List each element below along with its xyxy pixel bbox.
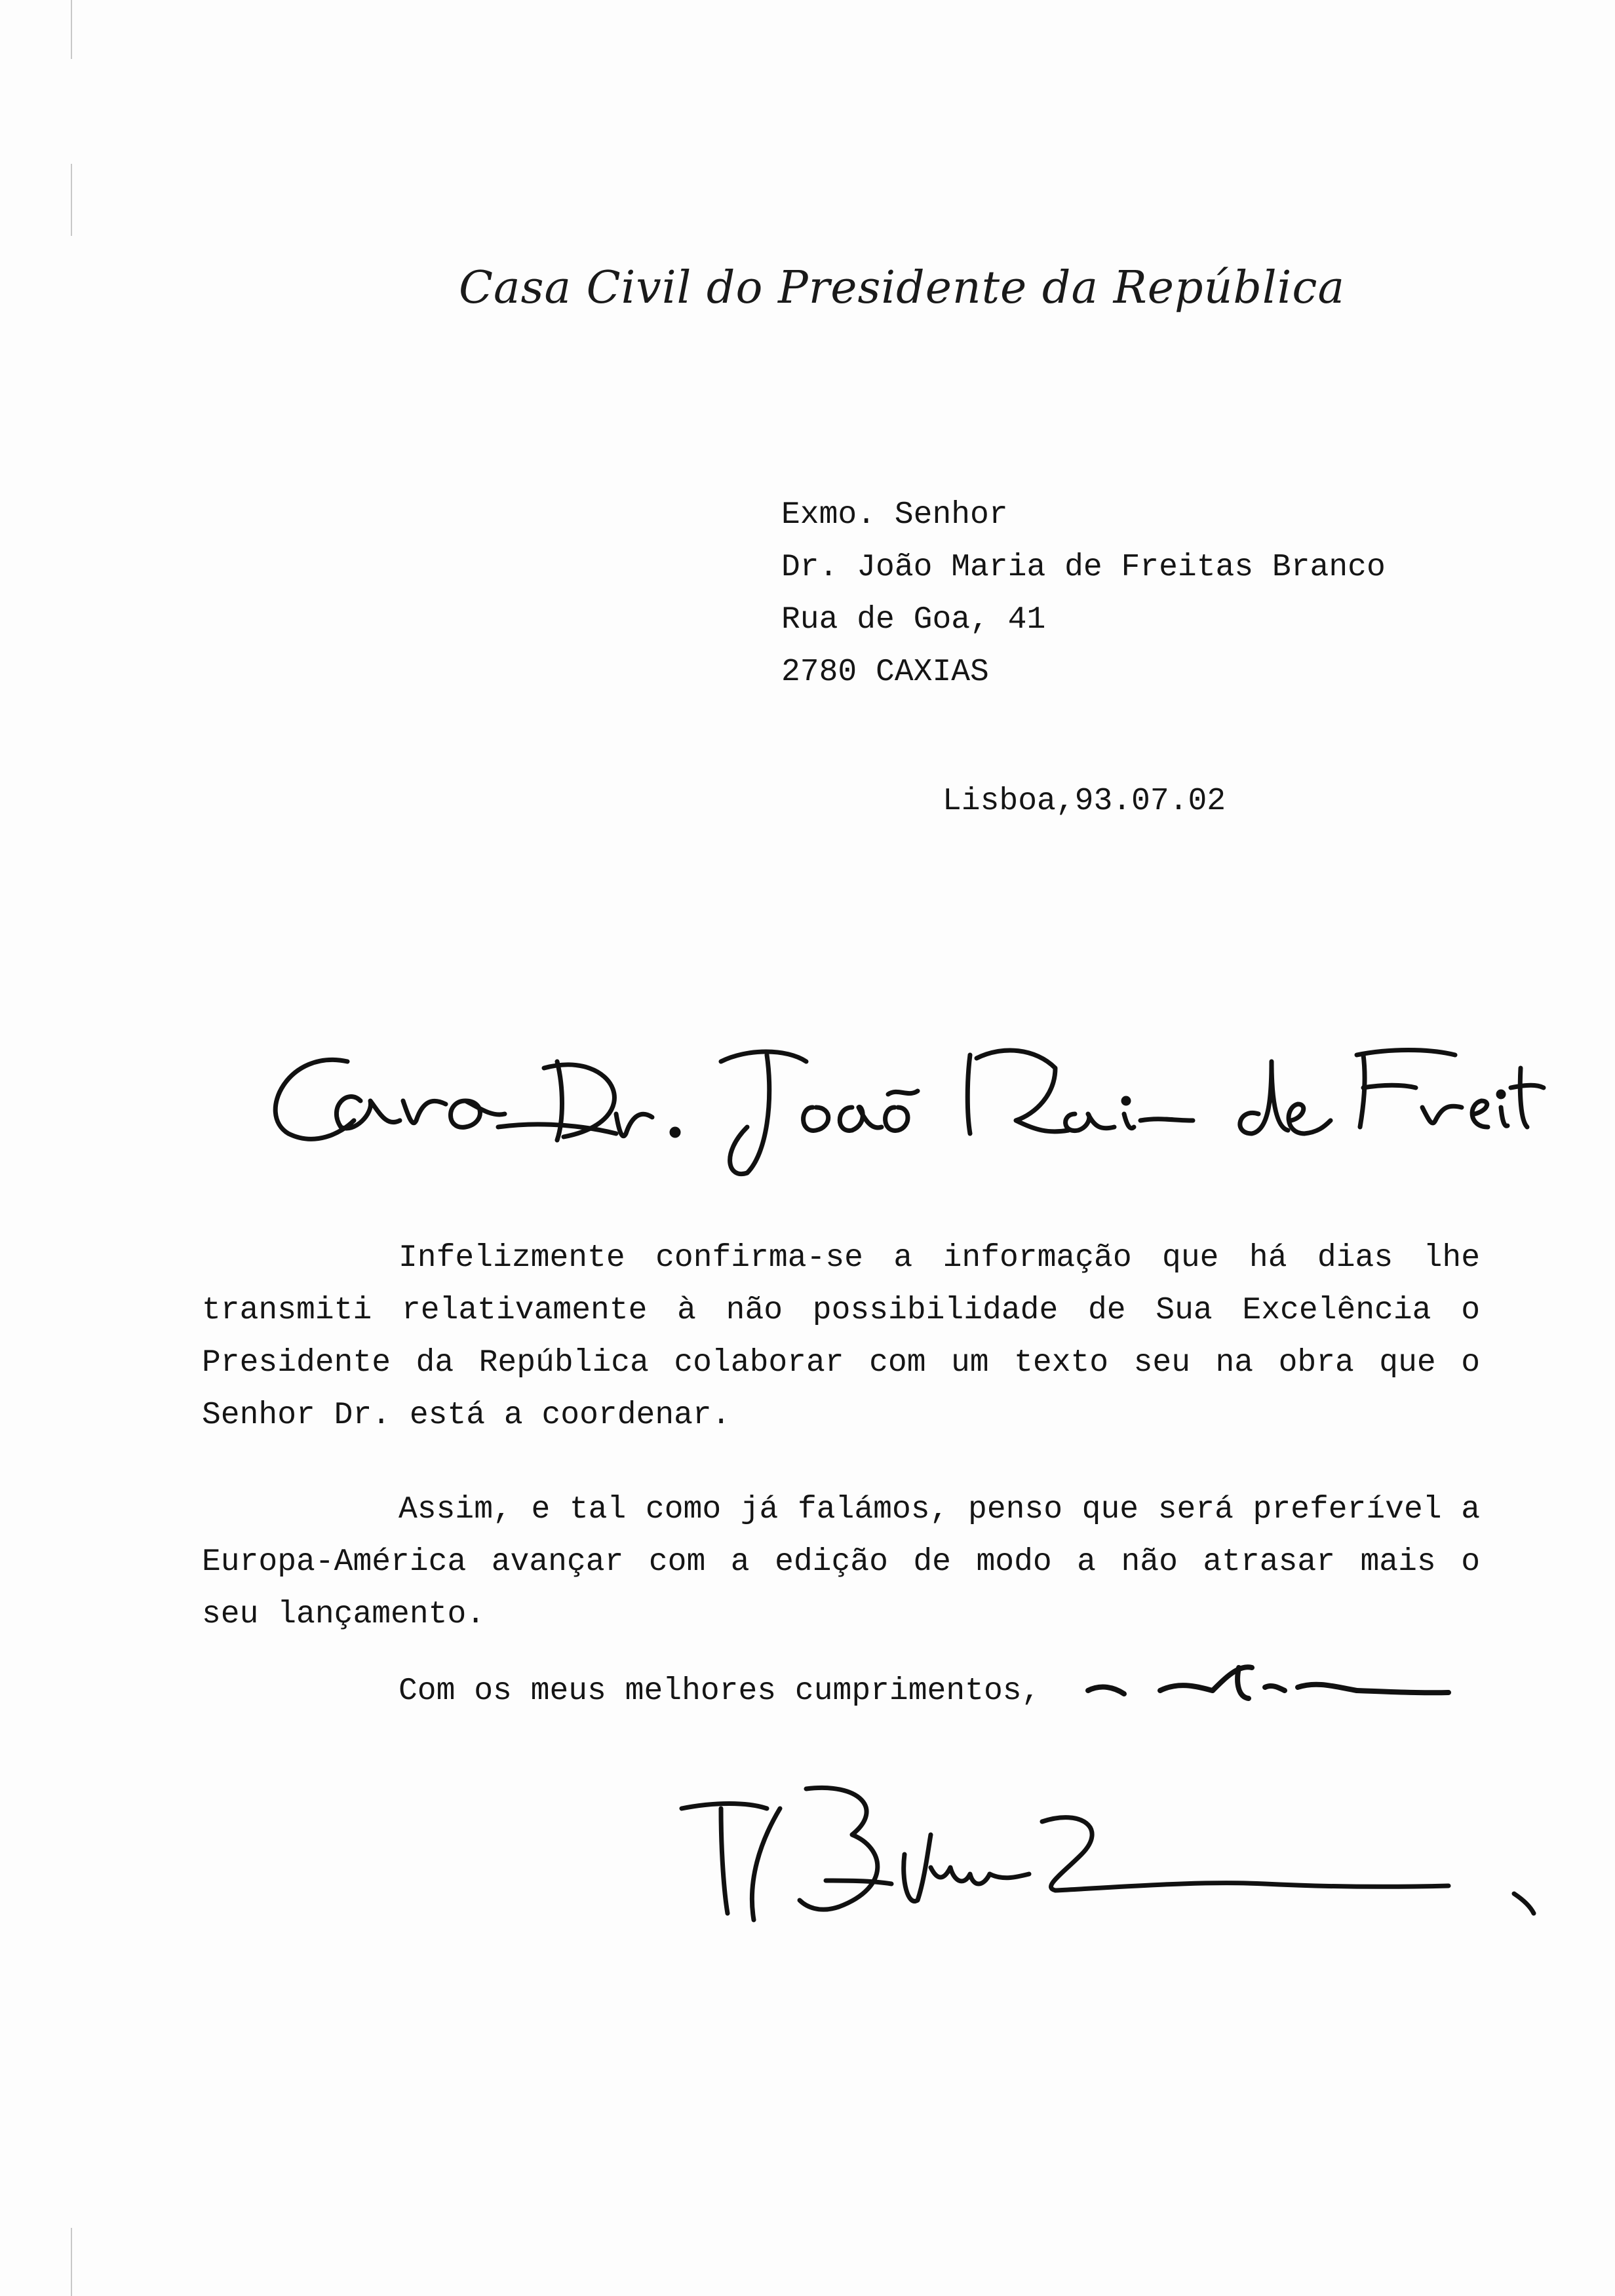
letterhead: Casa Civil do Presidente da República [459,262,1346,314]
handwritten-greeting [249,1022,1547,1179]
letter-body [202,1232,1480,1683]
closing-text: Com os meus melhores cumprimentos, [399,1674,1041,1709]
signature [675,1782,1540,1940]
body-paragraph: Infelizmente confirma-se a informação que há dias lhe transmiti relativamente à não possibilidade de Sua Excelência o Presidente da República colaborar com um texto seu na obra que o Senhor Dr. está a coordenar. [202,1240,1480,1433]
scan-edge-mark [71,0,72,59]
recipient-city: 2780 CAXIAS [781,655,989,690]
recipient-name: Dr. João Maria de Freitas Branco [781,550,1386,585]
recipient-street: Rua de Goa, 41 [781,602,1046,638]
body-paragraph: Assim, e tal como já falámos, penso que será preferível a Europa-América avançar com a edição de modo a não atrasar mais o seu lançamento. [202,1492,1480,1632]
scan-edge-mark [71,2228,72,2296]
scan-edge-mark [71,164,72,236]
recipient-address [781,489,1386,698]
letter-date: Lisboa,93.07.02 [943,784,1226,819]
recipient-salutation: Exmo. Senhor [781,497,1008,533]
handwritten-closing-addition [1075,1651,1455,1717]
